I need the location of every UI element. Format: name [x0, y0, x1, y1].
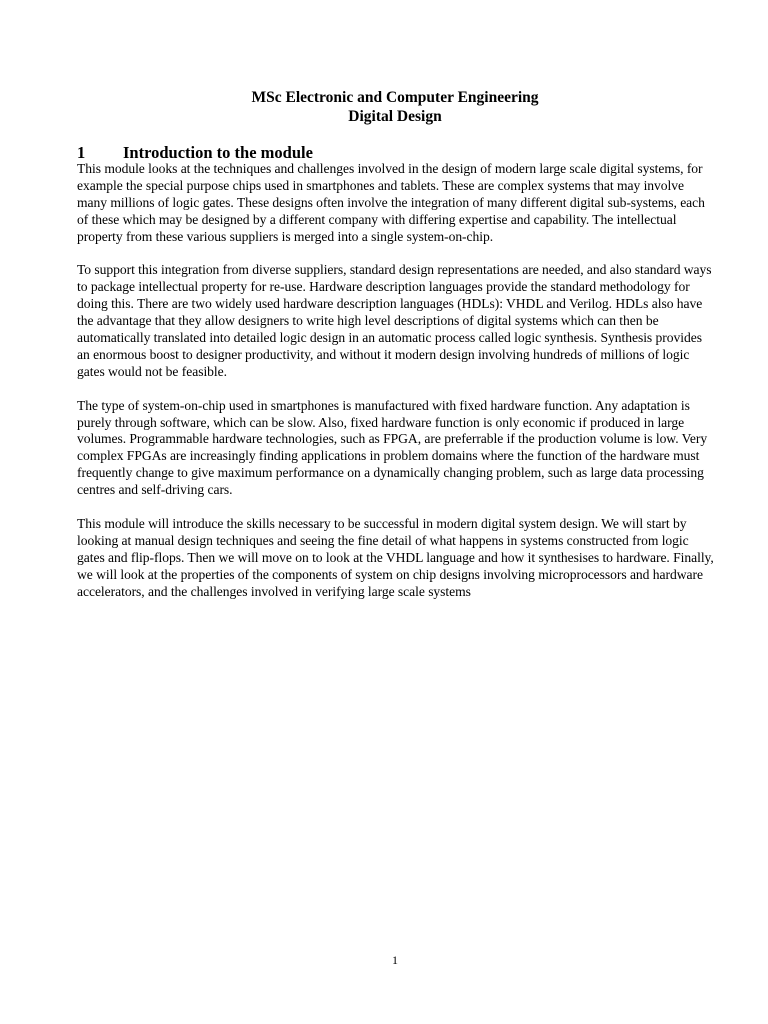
section-heading: [77, 143, 313, 163]
title-block: [0, 88, 768, 126]
document-subtitle: Digital Design: [348, 108, 442, 125]
section-number: 1: [77, 143, 86, 162]
page-number: 1: [392, 953, 398, 967]
paragraph-intro: This module looks at the techniques and challenges involved in the design of modern large scale digital systems, for example the special purpose chips used in smartphones and tablets. These are complex systems that may involve many millions of logic gates. These designs often involve the integration of many different digital sub-systems, each of these which may be designed by a different company with differing expertise and capability. The intellectual property from these various suppliers is merged into a single system-on-chip.: [77, 161, 705, 244]
body-text: [77, 161, 715, 617]
paragraph-fpga: The type of system-on-chip used in smartphones is manufactured with fixed hardware function. Any adaptation is purely through software, which can be slow. Also, fixed hardware function is only economic if produced in large volumes. Programmable hardware technologies, such as FPGA, are preferrable if the production volume is low. Very complex FPGAs are increasingly finding applications in problem domains where the function of the hardware must frequently change to give maximum performance on a dynamically changing problem, such as large data processing centres and self-driving cars.: [77, 397, 708, 498]
paragraph-module-overview: This module will introduce the skills necessary to be successful in modern digital system design. We will start by looking at manual design techniques and seeing the fine detail of what happens in systems constructed from logic gates and flip-flops. Then we will move on to look at the VHDL language and how it synthesises to hardware. Finally, we will look at the properties of the components of system on chip designs involving microprocessors and hardware accelerators, and the challenges involved in verifying large scale systems: [77, 515, 714, 599]
document-title: MSc Electronic and Computer Engineering: [251, 89, 539, 106]
paragraph-hdl: To support this integration from diverse suppliers, standard design representations are needed, and also standard ways to package intellectual property for re-use. Hardware description languages provide the standard methodology for doing this. There are two widely used hardware description languages (HDLs): VHDL and Verilog. HDLs also have the advantage that they allow designers to write high level descriptions of digital systems which can then be automatically translated into detailed logic design in an automatic process called logic synthesis. Synthesis provides an enormous boost to designer productivity, and without it modern design involving hundreds of millions of logic gates would not be feasible.: [77, 262, 712, 379]
section-title: Introduction to the module: [123, 143, 313, 162]
